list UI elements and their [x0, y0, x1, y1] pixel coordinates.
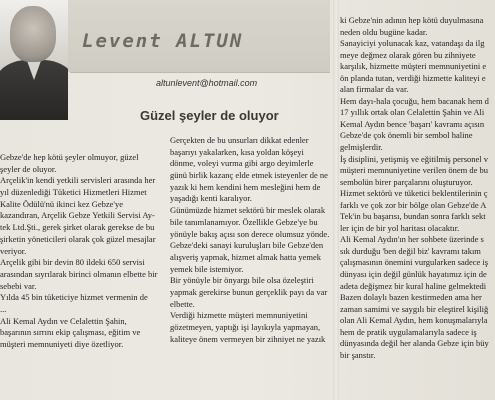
text-line: alışveriş yapmak, hizmet almak hatta yemek — [170, 251, 322, 262]
text-line: Gerçekten de bu unsurları dikkat edenler — [170, 135, 309, 145]
text-line: 17 yıllık ortak olan Celalettin Şahin ve Ali — [340, 107, 485, 118]
text-line: Verdiği hizmette müşteri memnuniyetini — [170, 310, 308, 321]
text-line: adeta değişmez bir kural haline gelmektedi — [340, 280, 487, 291]
text-line: kaliteye önem vermeyen bir zihniyet ne yazık — [170, 333, 326, 344]
text-line: bile tanımlanamıyor. Özellikle Gebze'ye bu — [170, 216, 318, 227]
text-line: başarının sırrını ekip çalışması, eğitim ve — [0, 327, 141, 338]
text-line: müşteri memnuniyeti diye özetliyor. — [0, 339, 124, 349]
text-line: Bazen dolaylı bazen kestirmeden ama her — [340, 292, 482, 303]
text-line: Hizmet sektörü ve tüketici beklentilerinin ç — [340, 188, 488, 199]
text-line: zaman samimi ve saygılı bir eleştirel kişiliğ — [340, 303, 489, 314]
text-line: Ali Kemal Aydın ve Celalettin Şahin, — [0, 315, 127, 326]
text-line: Tek'in bu başarısı, bundan sonra farklı sekt — [340, 211, 486, 222]
text-line: yaşadığı kenti karalıyor. — [170, 193, 252, 204]
text-line: Ali Kemal Aydın'ın her sohbete üzerinde s — [340, 234, 484, 245]
text-line: Arçelik gibi bir devin 80 ildeki 650 servisi — [0, 257, 145, 268]
text-line: dünyası için değil günlük hayatımız için de — [340, 269, 487, 280]
text-line: kazandıran, Arçelik Gebze Yetkili Servisi Ay- — [0, 210, 155, 221]
text-line: İş disiplini, yetişmiş ve eğitilmiş personel v — [340, 153, 489, 164]
text-line: sık durduğu 'ben değil biz' kavramı takım — [340, 245, 481, 256]
text-line: Kalite Ödülü'nü ikinci kez Gebze'ye — [0, 198, 123, 209]
text-line: dünyasında değil her alanda Gebze için büy — [340, 338, 489, 349]
text-line: başarıyı yakalarken, kısa yoldan köşeyi — [170, 146, 304, 157]
header-divider — [70, 72, 330, 73]
text-line: sembolün birer parçalarını oluşturuyor. — [340, 176, 473, 187]
text-line: Hem dayı-hala çocuğu, hem bacanak hem d — [340, 95, 489, 106]
text-line: yazık ki hem kendini hem mesleğini hem de — [170, 181, 321, 192]
text-line: alan firmalar da var. — [340, 84, 409, 95]
author-email: altunlevent@hotmail.com — [156, 78, 258, 88]
text-line: yönüyle bakış açısı son derece olumsuz yönde. — [170, 228, 330, 239]
text-line: dönme, voleyi vurma gibi argo deyimlerle — [170, 158, 314, 169]
text-line: Arçelik'in kendi yetkili servisleri arasında her — [0, 175, 156, 186]
text-line: müşteri memnuniyetine verilen önem de bu — [340, 165, 489, 176]
text-line: Gebze'de çok önemli bir sembol haline — [340, 130, 473, 141]
author-photo — [0, 0, 68, 120]
text-line: Gebze'deki sanayi kuruluşları bile Gebze'den — [170, 240, 324, 251]
text-column-middle — [170, 135, 335, 345]
text-line: yıl düzenlediği Tüketici Hizmetleri Hizmet — [0, 187, 147, 198]
page-fold — [333, 0, 339, 400]
text-line: sebebi var. — [0, 280, 37, 291]
text-line: ki Gebze'nin adının hep kötü duyulmasına — [340, 15, 484, 25]
text-line: elbette. — [170, 298, 195, 309]
text-column-right — [340, 15, 495, 361]
text-line: karşılık, hizmette müşteri memnuniyetini e — [340, 61, 487, 72]
text-line: Gebze'de hep kötü şeyler olmuyor, güzel — [0, 152, 139, 162]
text-line: Günümüzde hizmet sektörü bir meslek olarak — [170, 205, 326, 216]
text-line: gözetmeyen, yaptığı işi layıkıyla yapmayan, — [170, 322, 321, 332]
article-title: Güzel şeyler de oluyor — [140, 108, 279, 123]
text-line: bir şanstır. — [340, 349, 376, 360]
text-line: çalışmasının önemini vurgularken sadece iş — [340, 257, 489, 268]
author-photo-head — [10, 6, 56, 62]
text-line: Bir yönüyle bir önyargı bile olsa özeleştiri — [170, 275, 314, 286]
text-line: veriyor. — [0, 245, 27, 256]
text-line: ler için de bir yol haritası olacaktır. — [340, 222, 460, 233]
text-line: hem de pratik uygulamalarıyla sadece iş — [340, 326, 477, 337]
text-line: gelmişlerdir. — [340, 142, 383, 153]
text-line: Yılda 45 bin tüketiciye hizmet vermenin de — [0, 292, 148, 303]
text-line: şeyler de oluyor. — [0, 163, 57, 174]
text-line: yapmak gerekirse bunun gerçeklik payı da var — [170, 286, 328, 297]
text-line: günü birlik kazanç elde etmek isteyenler de ne — [170, 170, 328, 181]
text-column-left — [0, 152, 160, 351]
text-line: tek Ltd.Şti., gerek şirket olarak gerekse de bu — [0, 222, 155, 233]
text-line: ... — [0, 303, 7, 314]
text-line: neden oldu bugüne kadar. — [340, 26, 428, 37]
text-line: Kemal Aydın bence 'başarı' kavramı açısın — [340, 118, 485, 129]
text-line: arasından sıyrılarak birinci olmanın elbette bir — [0, 268, 158, 279]
author-name: Levent ALTUN — [82, 30, 244, 52]
text-line: olan Ali Kemal Aydın, hem konuşmalarıyla — [340, 315, 488, 326]
text-line: farklı ve çok zor bir bölge olan Gebze'de A — [340, 199, 487, 210]
text-line: Sanayiciyi yolunacak kaz, vatandaşı da ilg — [340, 38, 485, 49]
text-line: ön planda tutan, verdiği hizmette kaliteyi e — [340, 72, 486, 83]
text-line: yemek bile istemiyor. — [170, 263, 244, 274]
text-line: şirketin yöneticileri olarak çok güzel mesajlar — [0, 233, 156, 244]
text-line: meye değmez olarak gören bu zihniyete — [340, 49, 476, 60]
